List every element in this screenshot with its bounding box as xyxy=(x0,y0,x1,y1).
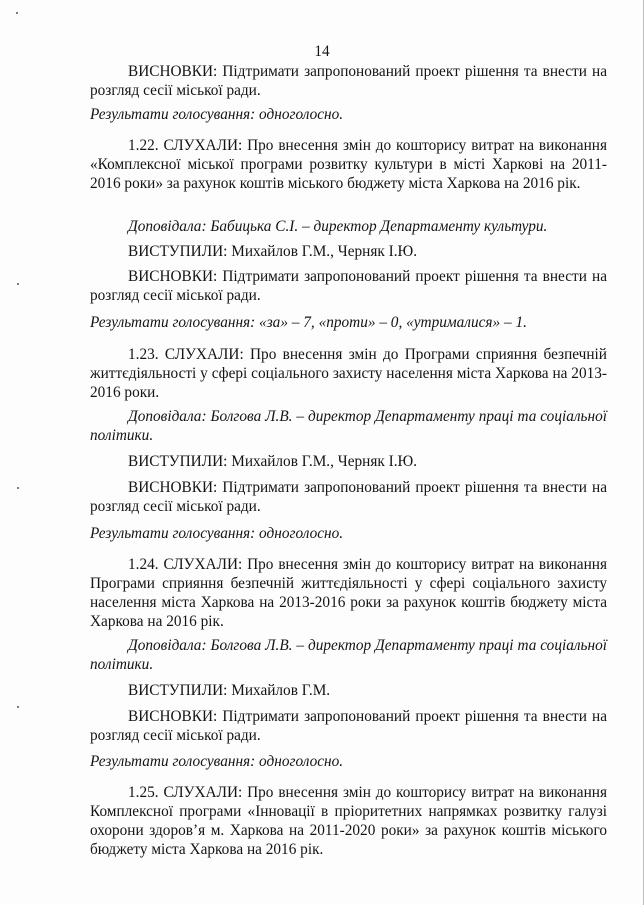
heard-item-1-23: 1.23. СЛУХАЛИ: Про внесення змін до Програми сприяння безпечній життєдіяльності у сфері соціального захисту населення міста Харкова на 2013-2016 роки. xyxy=(90,346,607,401)
spoke-line: ВИСТУПИЛИ: Михайлов Г.М. xyxy=(128,682,331,699)
scan-speck xyxy=(16,12,18,14)
heard-item-1-22: 1.22. СЛУХАЛИ: Про внесення змін до кошторису витрат на виконання «Комплексної міської програми розвитку культури в місті Харкові на 2011-2016 роки» за рахунок коштів міського бюджету міста Харкова на 2016 рік. xyxy=(90,137,607,192)
conclusions-paragraph: ВИСНОВКИ: Підтримати запропонований проект рішення та внести на розгляд сесії міської ради. xyxy=(90,268,607,304)
conclusions-paragraph: ВИСНОВКИ: Підтримати запропонований проект рішення та внести на розгляд сесії міської ради. xyxy=(90,63,607,99)
voting-results: Результати голосування: одноголосно. xyxy=(90,525,344,542)
speaker-line: Доповідала: Болгова Л.В. – директор Департаменту праці та соціальної політики. xyxy=(90,408,607,444)
scan-speck xyxy=(17,487,19,489)
speaker-line: Доповідала: Бабицька С.І. – директор Департаменту культури. xyxy=(128,218,548,235)
page-number: 14 xyxy=(314,43,330,60)
spoke-line: ВИСТУПИЛИ: Михайлов Г.М., Черняк І.Ю. xyxy=(128,453,418,470)
spoke-line: ВИСТУПИЛИ: Михайлов Г.М., Черняк І.Ю. xyxy=(128,243,418,260)
voting-results: Результати голосування: одноголосно. xyxy=(90,106,344,123)
scan-speck xyxy=(17,706,19,708)
heard-item-1-24: 1.24. СЛУХАЛИ: Про внесення змін до кошторису витрат на виконання Програми сприяння безпечній життєдіяльності у сфері соціального захисту населення міста Харкова на 2013-2016 роки за рахунок коштів бюджету міста Харкова на 2016 рік. xyxy=(90,556,607,630)
speaker-line: Доповідала: Болгова Л.В. – директор Департаменту праці та соціальної політики. xyxy=(90,637,607,673)
conclusions-paragraph: ВИСНОВКИ: Підтримати запропонований проект рішення та внести на розгляд сесії міської ради. xyxy=(90,479,607,515)
voting-results: Результати голосування: одноголосно. xyxy=(90,753,344,770)
voting-results: Результати голосування: «за» – 7, «проти» – 0, «утрималися» – 1. xyxy=(90,314,527,331)
heard-item-1-25: 1.25. СЛУХАЛИ: Про внесення змін до кошторису витрат на виконання Комплексної програми «Інновації в пріоритетних напрямках розвитку галузі охорони здоров’я м. Харкова на 2011-2020 роки» за рахунок коштів міського бюджету міста Харкова на 2016 рік. xyxy=(90,784,607,858)
scan-speck xyxy=(17,283,19,285)
conclusions-paragraph: ВИСНОВКИ: Підтримати запропонований проект рішення та внести на розгляд сесії міської ради. xyxy=(90,708,607,744)
